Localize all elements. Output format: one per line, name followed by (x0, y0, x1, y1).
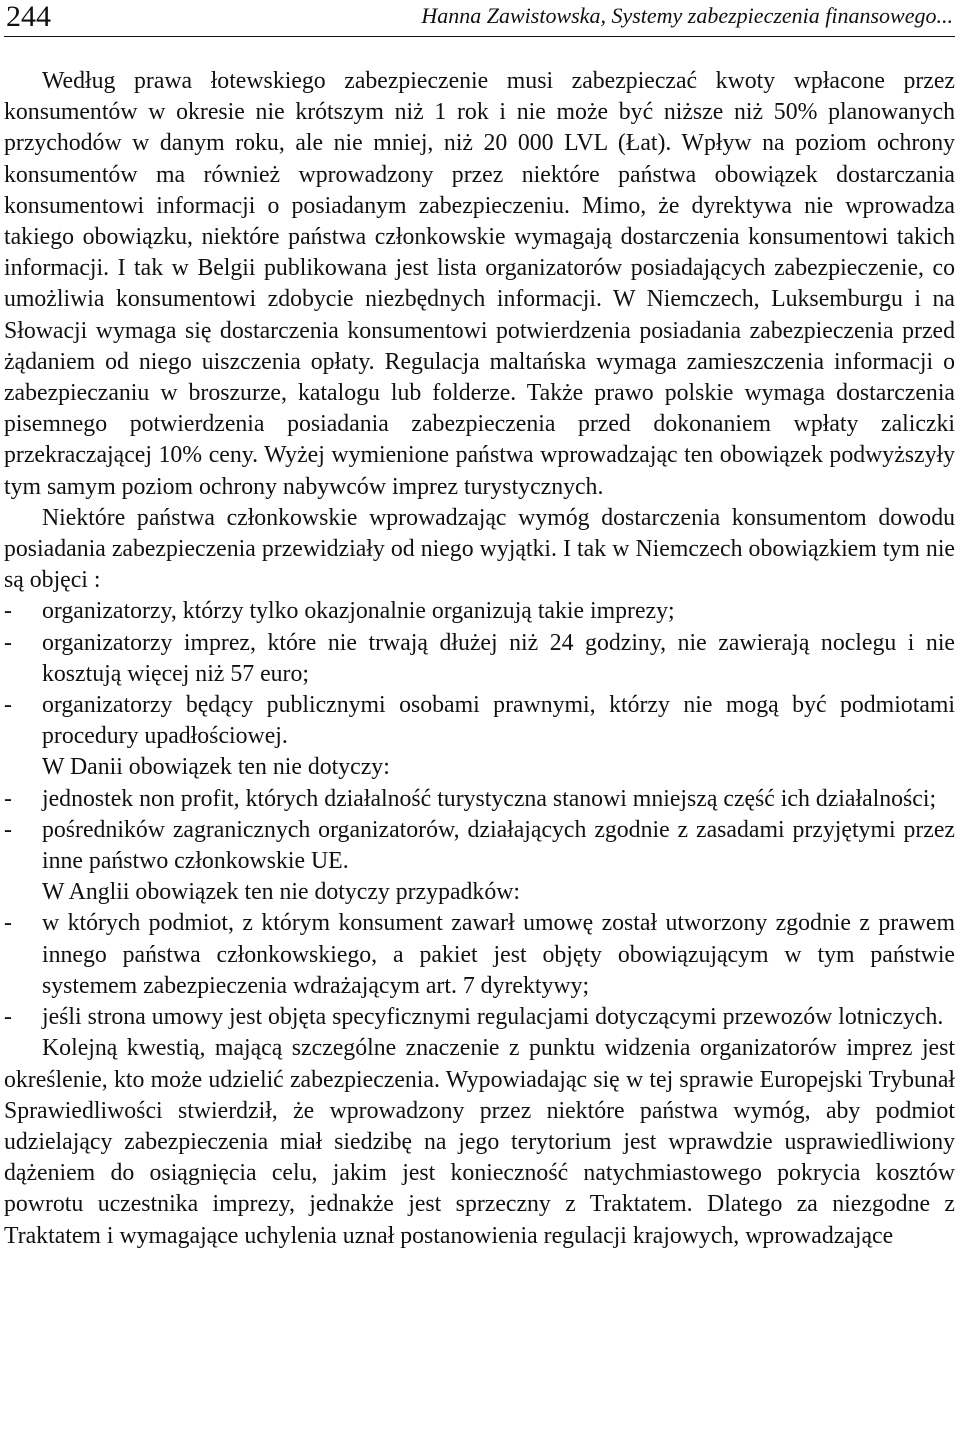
document-page (4, 0, 955, 1448)
paragraph-1: Według prawa łotewskiego zabezpieczenie musi zabezpieczać kwoty wpłacone przez konsumentów w okresie nie krótszym niż 1 rok i nie może być niższe niż 50% planowanych przychodów w danym roku, ale nie mniej, niż 20 000 LVL (Łat). Wpływ na poziom ochrony konsumentów ma również wprowadzony przez niektóre państwa obowiązek dostarczania konsumentowi informacji o posiadanym zabezpieczeniu. Mimo, że dyrektywa nie wprowadza takiego obowiązku, niektóre państwa członkowskie wymagają dostarczenia konsumentowi takich informacji. I tak w Belgii publikowana jest lista organizatorów posiadających zabezpieczenie, co umożliwia konsumentowi zdobycie niezbędnych informacji. W Niemczech, Luksemburgu i na Słowacji wymaga się dostarczenia konsumentowi potwierdzenia posiadania zabezpieczenia przed żądaniem od niego uiszczenia opłaty. Regulacja maltańska wymaga zamieszczenia informacji o zabezpieczaniu w broszurze, katalogu lub folderze. Także prawo polskie wymaga dostarczenia pisemnego potwierdzenia posiadania zabezpieczenia przed dokonaniem wpłaty zaliczki przekraczającej 10% ceny. Wyżej wymienione państwa wprowadzając ten obowiązek podwyższyły tym samym poziom ochrony nabywców imprez turystycznych. (4, 68, 955, 500)
page-number: 244 (6, 0, 51, 33)
list-item (4, 908, 955, 1002)
list-item (4, 596, 955, 627)
list-item-text: jeśli strona umowy jest objęta specyficznymi regulacjami dotyczącymi przewozów lotniczych. (42, 1004, 944, 1031)
list-item-text: organizatorzy będący publicznymi osobami prawnymi, którzy nie mogą być podmiotami procedury upadłościowej. (42, 692, 955, 750)
list-dash: - (4, 785, 12, 812)
list-dash: - (4, 1004, 12, 1031)
paragraph-4: W Anglii obowiązek ten nie dotyczy przypadków: (42, 879, 521, 906)
list-dash: - (4, 910, 12, 937)
body-text (4, 66, 955, 1252)
list-item (4, 690, 955, 752)
list-dash: - (4, 816, 12, 843)
paragraph-5: Kolejną kwestią, mającą szczególne znaczenie z punktu widzenia organizatorów imprez jest określenie, kto może udzielić zabezpieczenia. Wypowiadając się w tej sprawie Europejski Trybunał Sprawiedliwości stwierdził, że wprowadzony przez niektóre państwa wymóg, aby podmiot udzielający zabezpieczenia miał siedzibę na jego terytorium jest wprawdzie usprawiedliwiony dążeniem do osiągnięcia celu, jakim jest konieczność natychmiastowego pokrycia kosztów powrotu uczestnika imprezy, jednakże jest sprzeczny z Traktatem. Dlatego za niezgodne z Traktatem i wymagające uchylenia uznał postanowienia regulacji krajowych, wprowadzające (4, 1035, 955, 1249)
list-item (4, 628, 955, 690)
paragraph-2: Niektóre państwa członkowskie wprowadzając wymóg dostarczenia konsumentom dowodu posiadania zabezpieczenia przewidziały od niego wyjątki. I tak w Niemczech obowiązkiem tym nie są objęci : (4, 504, 955, 594)
list-item-text: organizatorzy, którzy tylko okazjonalnie organizują takie imprezy; (42, 598, 675, 625)
list-dash: - (4, 629, 12, 656)
list-item-text: jednostek non profit, których działalność turystyczna stanowi mniejszą część ich działalności; (42, 785, 937, 812)
list-item-text: organizatorzy imprez, które nie trwają dłużej niż 24 godziny, nie zawierają noclegu i nie kosztują więcej niż 57 euro; (42, 629, 955, 687)
list-england-exceptions (4, 908, 955, 1033)
list-denmark-exceptions (4, 784, 955, 878)
paragraph-3: W Danii obowiązek ten nie dotyczy: (42, 754, 390, 781)
list-dash: - (4, 692, 12, 719)
list-germany-exceptions (4, 596, 955, 752)
list-item-text: w których podmiot, z którym konsument zawarł umowę został utworzony zgodnie z prawem innego państwa członkowskiego, a pakiet jest objęty obowiązującym w tym państwie systemem zabezpieczenia wdrażającym art. 7 dyrektywy; (42, 910, 955, 999)
list-item (4, 815, 955, 877)
list-item-text: pośredników zagranicznych organizatorów, działających zgodnie z zasadami przyjętymi przez inne państwo członkowskie UE. (42, 816, 955, 875)
list-dash: - (4, 598, 12, 625)
list-item (4, 1002, 955, 1033)
page-header (4, 0, 955, 37)
list-item (4, 784, 955, 815)
running-head: Hanna Zawistowska, Systemy zabezpieczenia finansowego... (421, 3, 953, 28)
